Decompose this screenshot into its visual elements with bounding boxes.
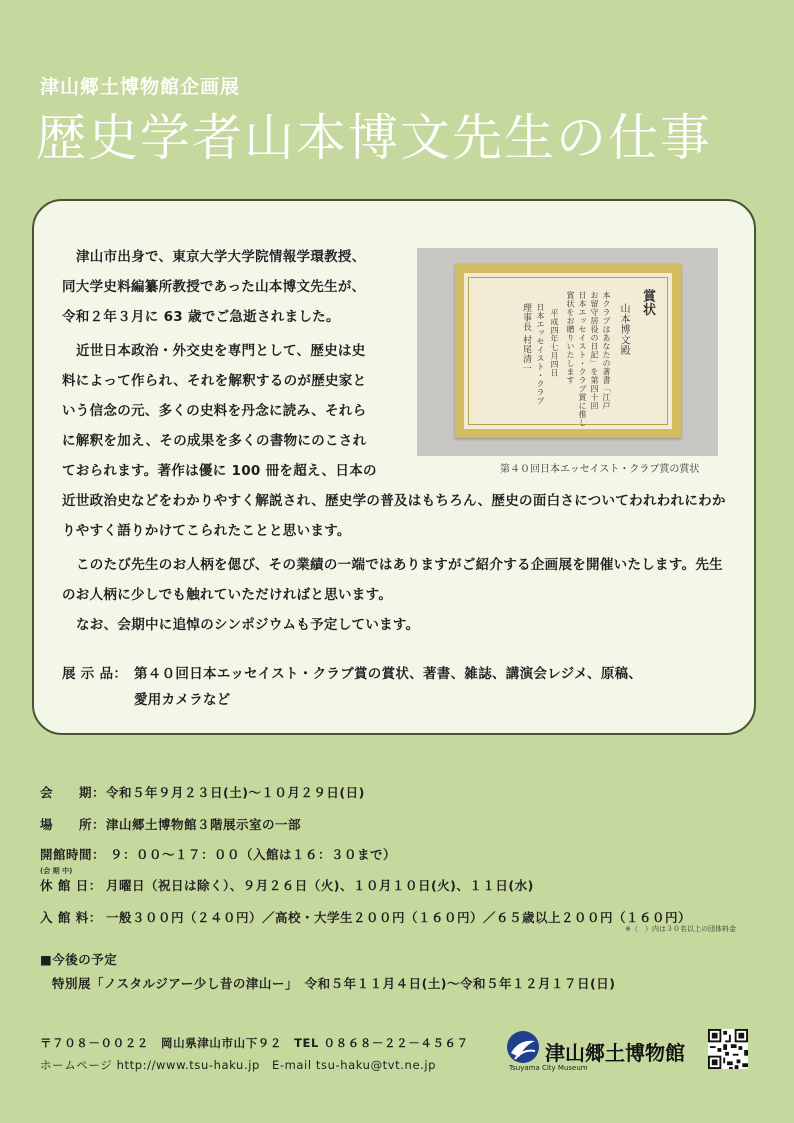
admission-label: 入 館 料： <box>40 910 102 925</box>
certificate-photo <box>417 248 718 456</box>
museum-logo-english: Tsuyama City Museum <box>509 1064 588 1072</box>
qr-code-icon[interactable] <box>708 1029 748 1069</box>
footer-web: ホームページ http://www.tsu-haku.jp E-mail tsu-haku@tvt.ne.jp <box>40 1058 437 1072</box>
footer-address: 〒７０８－００２２ 岡山県津山市山下９２ TEL ０８６８－２２－４５６７ <box>40 1036 469 1050</box>
certificate-body-4: 賞状をお贈りいたします <box>566 291 575 385</box>
intro-line-2: 同大学史料編纂所教授であった山本博文先生が、 <box>62 279 366 295</box>
exhibits-line-1: 第４０回日本エッセイスト・クラブ賞の賞状、著書、雑誌、講演会レジメ、原稿、 <box>134 666 643 682</box>
intro-line-6: いう信念の元、多くの史料を丹念に読み、それら <box>62 403 367 419</box>
certificate <box>455 264 681 438</box>
intro-line-10: りやすく語りかけてこられたことと思います。 <box>62 523 351 539</box>
intro-line-9: 近世政治史などをわかりやすく解説され、歴史学の普及はもちろん、歴史の面白さについてわれわれにわか <box>62 493 726 509</box>
exhibits-label: 展 示 品： <box>62 666 128 682</box>
certificate-signer: 理事長 村尾清一 <box>521 303 531 373</box>
closed-value: 月曜日（祝日は除く）、９月２６日（火)、１０月１０日(火)、１１日(水) <box>106 878 534 893</box>
schedule-item: 特別展「ノスタルジアー少し昔の津山ー」 令和５年１１月４日(土)～令和５年１２月１７日(日) <box>52 976 616 991</box>
certificate-date: 平成四年七月四日 <box>550 309 559 377</box>
intro-line-4: 近世日本政治・外交史を専門として、歴史は史 <box>76 343 366 359</box>
intro-line-13: なお、会期中に追悼のシンポジウムも予定しています。 <box>76 617 420 633</box>
period-value: 令和５年９月２３日(土)～１０月２９日(日) <box>106 785 365 800</box>
closed-label: 休 館 日： <box>40 878 102 893</box>
intro-line-3: 令和２年３月に 63 歳でご急逝されました。 <box>62 309 340 325</box>
exhibits-line-2: 愛用カメラなど <box>134 692 231 708</box>
intro-line-11: このたび先生のお人柄を偲び、その業績の一端ではありますがご紹介する企画展を開催いたします。先生 <box>76 557 723 573</box>
period-label: 会 期： <box>40 785 106 800</box>
intro-line-8: ておられます。著作は優に 100 冊を超え、日本の <box>62 463 377 479</box>
certificate-body-2: お留守居役の日記」を第四十回 <box>590 291 599 410</box>
hours-label: 開館時間： <box>40 847 106 862</box>
certificate-body-3: 日本エッセイスト・クラブ賞に推し <box>578 291 587 427</box>
certificate-recipient: 山本博文殿 <box>618 303 629 356</box>
closed-note: (会 期 中) <box>40 867 73 875</box>
certificate-heading: 賞状 <box>640 289 655 316</box>
hours-value: ９：００～１７：００（入館は１６：３０まで） <box>110 847 397 862</box>
museum-logo-icon <box>505 1029 541 1065</box>
intro-line-12: のお人柄に少しでも触れていただければと思います。 <box>62 587 393 603</box>
schedule-heading: ■今後の予定 <box>40 952 118 967</box>
certificate-org: 日本エッセイスト・クラブ <box>536 303 545 405</box>
exhibition-subtitle: 津山郷土博物館企画展 <box>40 76 241 98</box>
venue-label: 場 所： <box>40 817 106 832</box>
intro-line-7: に解釈を加え、その成果を多くの書物にのこされ <box>62 433 367 449</box>
intro-line-1: 津山市出身で、東京大学大学院情報学環教授、 <box>76 249 366 265</box>
certificate-body-1: 本クラブはあなたの著書「江戸 <box>602 291 611 410</box>
intro-line-5: 料によって作られ、それを解釈するのが歴史家と <box>62 373 367 389</box>
photo-caption: 第４０回日本エッセイスト・クラブ賞の賞状 <box>500 464 700 475</box>
admission-note: ※（ ）内は３０名以上の団体料金 <box>625 925 736 933</box>
page-title: 歴史学者山本博文先生の仕事 <box>36 109 712 167</box>
museum-logo-name: 津山郷土博物館 <box>545 1041 685 1065</box>
venue-value: 津山郷土博物館３階展示室の一部 <box>106 817 302 832</box>
admission-value: 一般３００円（２４０円）／高校・大学生２００円（１６０円）／６５歳以上２００円（１６０円） <box>106 910 692 925</box>
